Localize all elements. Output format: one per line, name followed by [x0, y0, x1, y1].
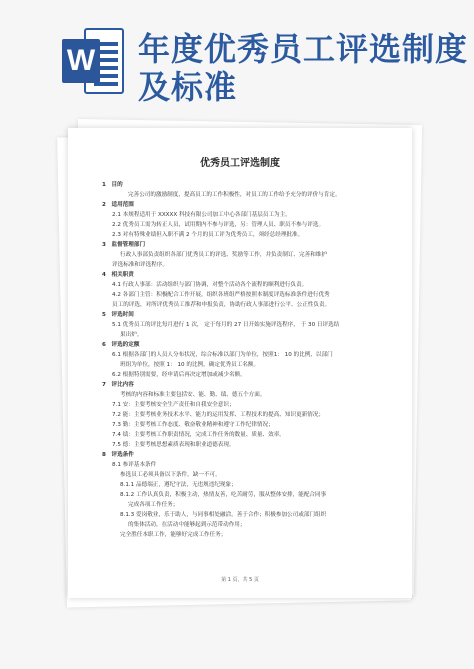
section-heading: 6 评选的定额 [102, 342, 140, 348]
page-footer: 第 1 页，共 5 页 [221, 577, 259, 583]
section-heading: 8 评选条件 [102, 452, 134, 458]
section-heading: 1 目的 [102, 182, 123, 188]
body-line: 员工的评选，对所评优秀员工推荐和申报负责，协助行政人事部进行公平、公正性负责。 [112, 302, 331, 308]
body-line: 参选员工必须具备以下条件，缺一不可。 [120, 472, 221, 478]
body-line: 7.5 德：主要考核思想素质表现和职业道德表现。 [112, 442, 235, 448]
body-line: 8.1.3 爱岗敬业，乐于助人，与同事相处融洽，善于合作；积极参加公司或部门组织 [120, 512, 327, 518]
body-line: 7.4 绩：主要考核工作职责情况，完成工作任务的数量、质量、效率。 [112, 432, 285, 438]
body-line: 8.1.2 工作认真负责，积极主动，热情友善，吃苦耐劳，服从整体安排，能配合同事 [120, 492, 327, 498]
word-icon [62, 28, 124, 94]
body-line: 班组为单位，按照 1： 10 的比例，确定优秀员工名额。 [120, 362, 260, 368]
body-line: 4.1 行政人事部：活动组织与部门协调，对整个活动各个流程的顺利进行负责。 [112, 282, 308, 288]
body-line: 6.2 根据特别需要，经申请后再决定增加或减少名额。 [112, 372, 246, 378]
body-line: 7.3 勤：主要考核工作态度、敬奋敬业精神和遵守工作纪律情况； [112, 422, 274, 428]
body-line: 完善公司的激励制度，提高员工的工作积极性，对员工的工作给予充分的评价与肯定。 [128, 192, 341, 198]
page-heading: 优秀员工评选制度 [200, 158, 280, 169]
section-heading: 2 适用范围 [102, 202, 134, 208]
body-line: 2.3 对有特殊业绩但入职不满 2 个月的员工评为优秀员工，须经总经理批准。 [112, 232, 304, 238]
body-line: 2.2 优秀员工需为转正人员，试用期内不参与评选，另：管理人员、职员不参与评选。 [112, 222, 325, 228]
body-line: 果出炉。 [120, 332, 143, 338]
body-line: 完全胜任本职工作，能够好完成工作任务； [120, 532, 227, 538]
body-line: 5.1 优秀员工的评比每月进行 1 次， 定于每月的 27 日开始实施评选程序， 于 30 日评选结 [112, 322, 340, 328]
section-heading: 5 评选时间 [102, 312, 134, 318]
body-line: 7.1 安：主要考核安全生产责任和自我安全意识； [112, 402, 235, 408]
body-line: 8.1.1 品德端正，遵纪守法，无违规违纪现象； [120, 482, 237, 488]
body-line: 2.1 本规程适用于 XXXXX 科技有限公司加工中心各部门基层员工为主。 [112, 212, 291, 218]
document-page [68, 128, 412, 598]
section-heading: 4 相关职责 [102, 272, 134, 278]
section-heading: 7 评比内容 [102, 382, 134, 388]
banner [0, 0, 474, 118]
body-line: 评选标准和评选程序。 [112, 262, 168, 268]
body-line: 4.2 各部门主管：积极配合工作开展，组织各班组严格按照本制度评选标准条件进行优秀 [112, 292, 330, 298]
page-body [102, 180, 392, 540]
body-line: 行政人事部负责组织各部门优秀员工的评选、奖励等工作，并负责制订、完善和维护 [120, 252, 327, 258]
document-title: 年度优秀员工评选制度及标准 [138, 30, 469, 106]
body-line: 考核的内容和标准主要包括安、能、勤、绩、德五个方面。 [120, 392, 266, 398]
body-line: 的集体活动，在活动中能够起到示范带动作用； [128, 522, 246, 528]
body-line: 7.2 能：主要考核业务技术水平、能力的运用发挥、工程技术的提高、知识更新情况； [112, 412, 325, 418]
section-heading: 3 监督管理部门 [102, 242, 146, 248]
body-line: 8.1 参评基本条件 [112, 462, 157, 468]
body-line: 6.1 根据各部门的人员人分布状况，综合标准以部门为单位，按照1： 10 的比例，以部门 [112, 352, 333, 358]
body-line: 完成各项工作任务； [128, 502, 179, 508]
word-icon-letter: W [62, 39, 100, 83]
